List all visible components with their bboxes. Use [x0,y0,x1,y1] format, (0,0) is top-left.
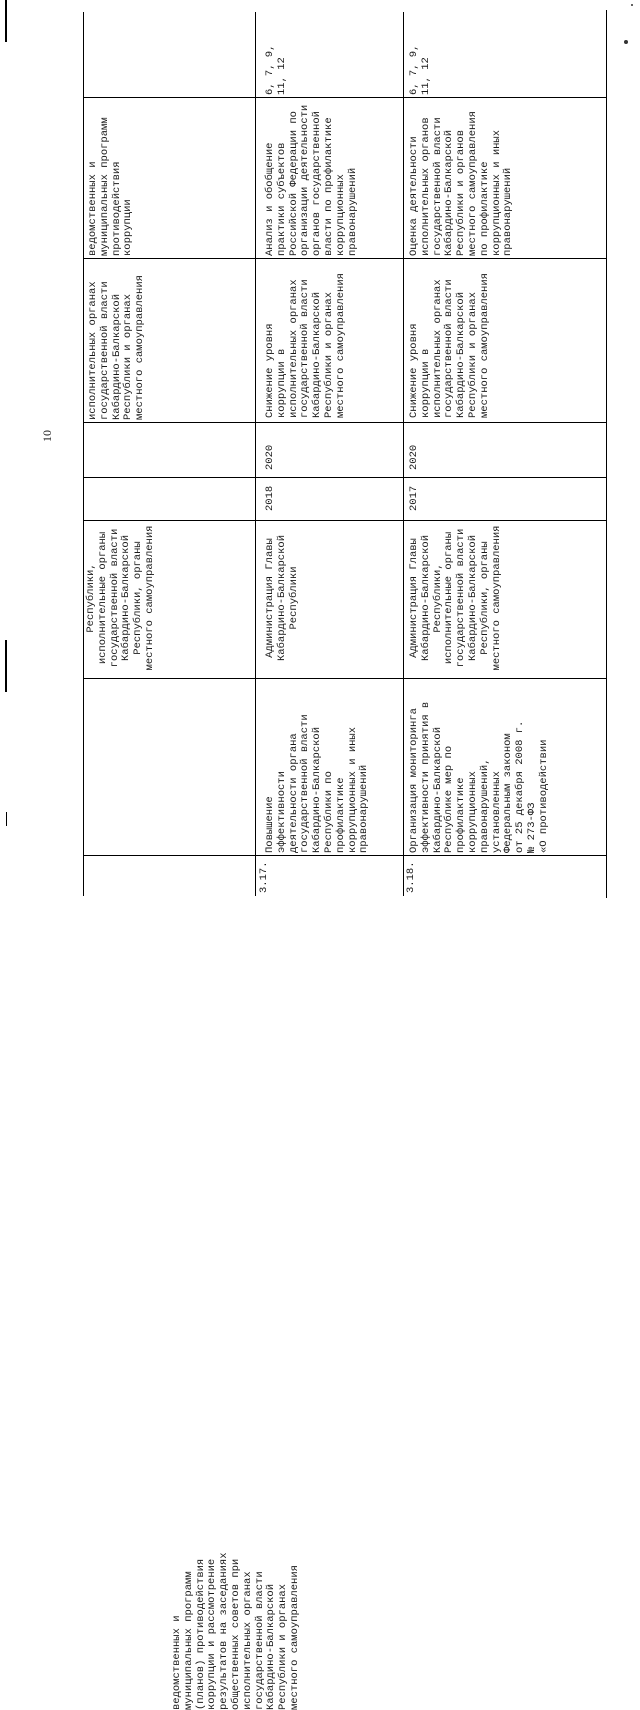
measure-cell: ведомственных и муниципальных программ (планов) противодействия коррупции и рассмотрение результатов на заседаниях общественных советов при исполнительных органах государственной власти Кабардино-Балкарской Республики и органах местного самоуправления [171,1552,301,1710]
row-number: 3.17. [258,861,270,893]
end-year-cell: 2020 [264,444,276,470]
program-link-cell: 6, 7, 9, 11, 12 [408,44,432,95]
executor-cell: Республики, исполнительные органы государственной власти Кабардино-Балкарской Республики, органы местного самоуправления [85,525,156,671]
scan-speck [631,4,633,6]
scan-speck [624,40,628,44]
executor-cell: Администрация Главы Кабардино-Балкарской Республики [264,534,300,662]
indicator-cell: ведомственных и муниципальных программ противодействия коррупции [87,117,135,256]
start-year-cell: 2018 [264,485,276,511]
indicator-cell: Оценка деятельности исполнительных органов государственной власти Кабардино-Балкарской Республики и органов местного самоуправления по профилактике коррупционных и иных правонарушений [408,111,515,256]
program-link-cell: 6, 7, 9, 11, 12 [264,44,288,95]
result-cell: исполнительных органах государственной власти Кабардино-Балкарской Республики и органах местного самоуправления [87,275,147,420]
page-number: 10 [40,430,54,442]
margin-mark [6,812,7,826]
result-cell: Снижение уровня коррупции в исполнительных органах государственной власти Кабардино-Балкарской Республики и органах местного самоуправления [408,273,491,418]
indicator-cell: Анализ и обобщение практики субъектов Российской Федерации по организации деятельности органов государственной власти по профилактике коррупционных правонарушений [264,104,359,256]
row-number: 3.18. [405,861,417,893]
result-cell: Снижение уровня коррупции в исполнительных органах государственной власти Кабардино-Балкарской Республики и органах местного самоуправления [264,273,347,418]
start-year-cell: 2017 [408,485,420,511]
executor-cell: Администрация Главы Кабардино-Балкарской Республики, исполнительные органы государственной власти Кабардино-Балкарской Республики, органы местного самоуправления [408,525,503,671]
measure-cell: Повышение эффективности деятельности органа государственной власти Кабардино-Балкарской Республики по профилактике коррупционных и иных правонарушений [264,714,371,853]
margin-mark [5,0,7,42]
margin-mark [5,640,7,692]
measure-cell: Организация мониторинга эффективности принятия в Кабардино-Балкарской Республике мер по профилактике коррупционных правонарушений, установленных Федеральным законом от 25 декабря 2008 г. № 273-ФЗ «О противодействии [408,701,550,853]
end-year-cell: 2020 [408,444,420,470]
